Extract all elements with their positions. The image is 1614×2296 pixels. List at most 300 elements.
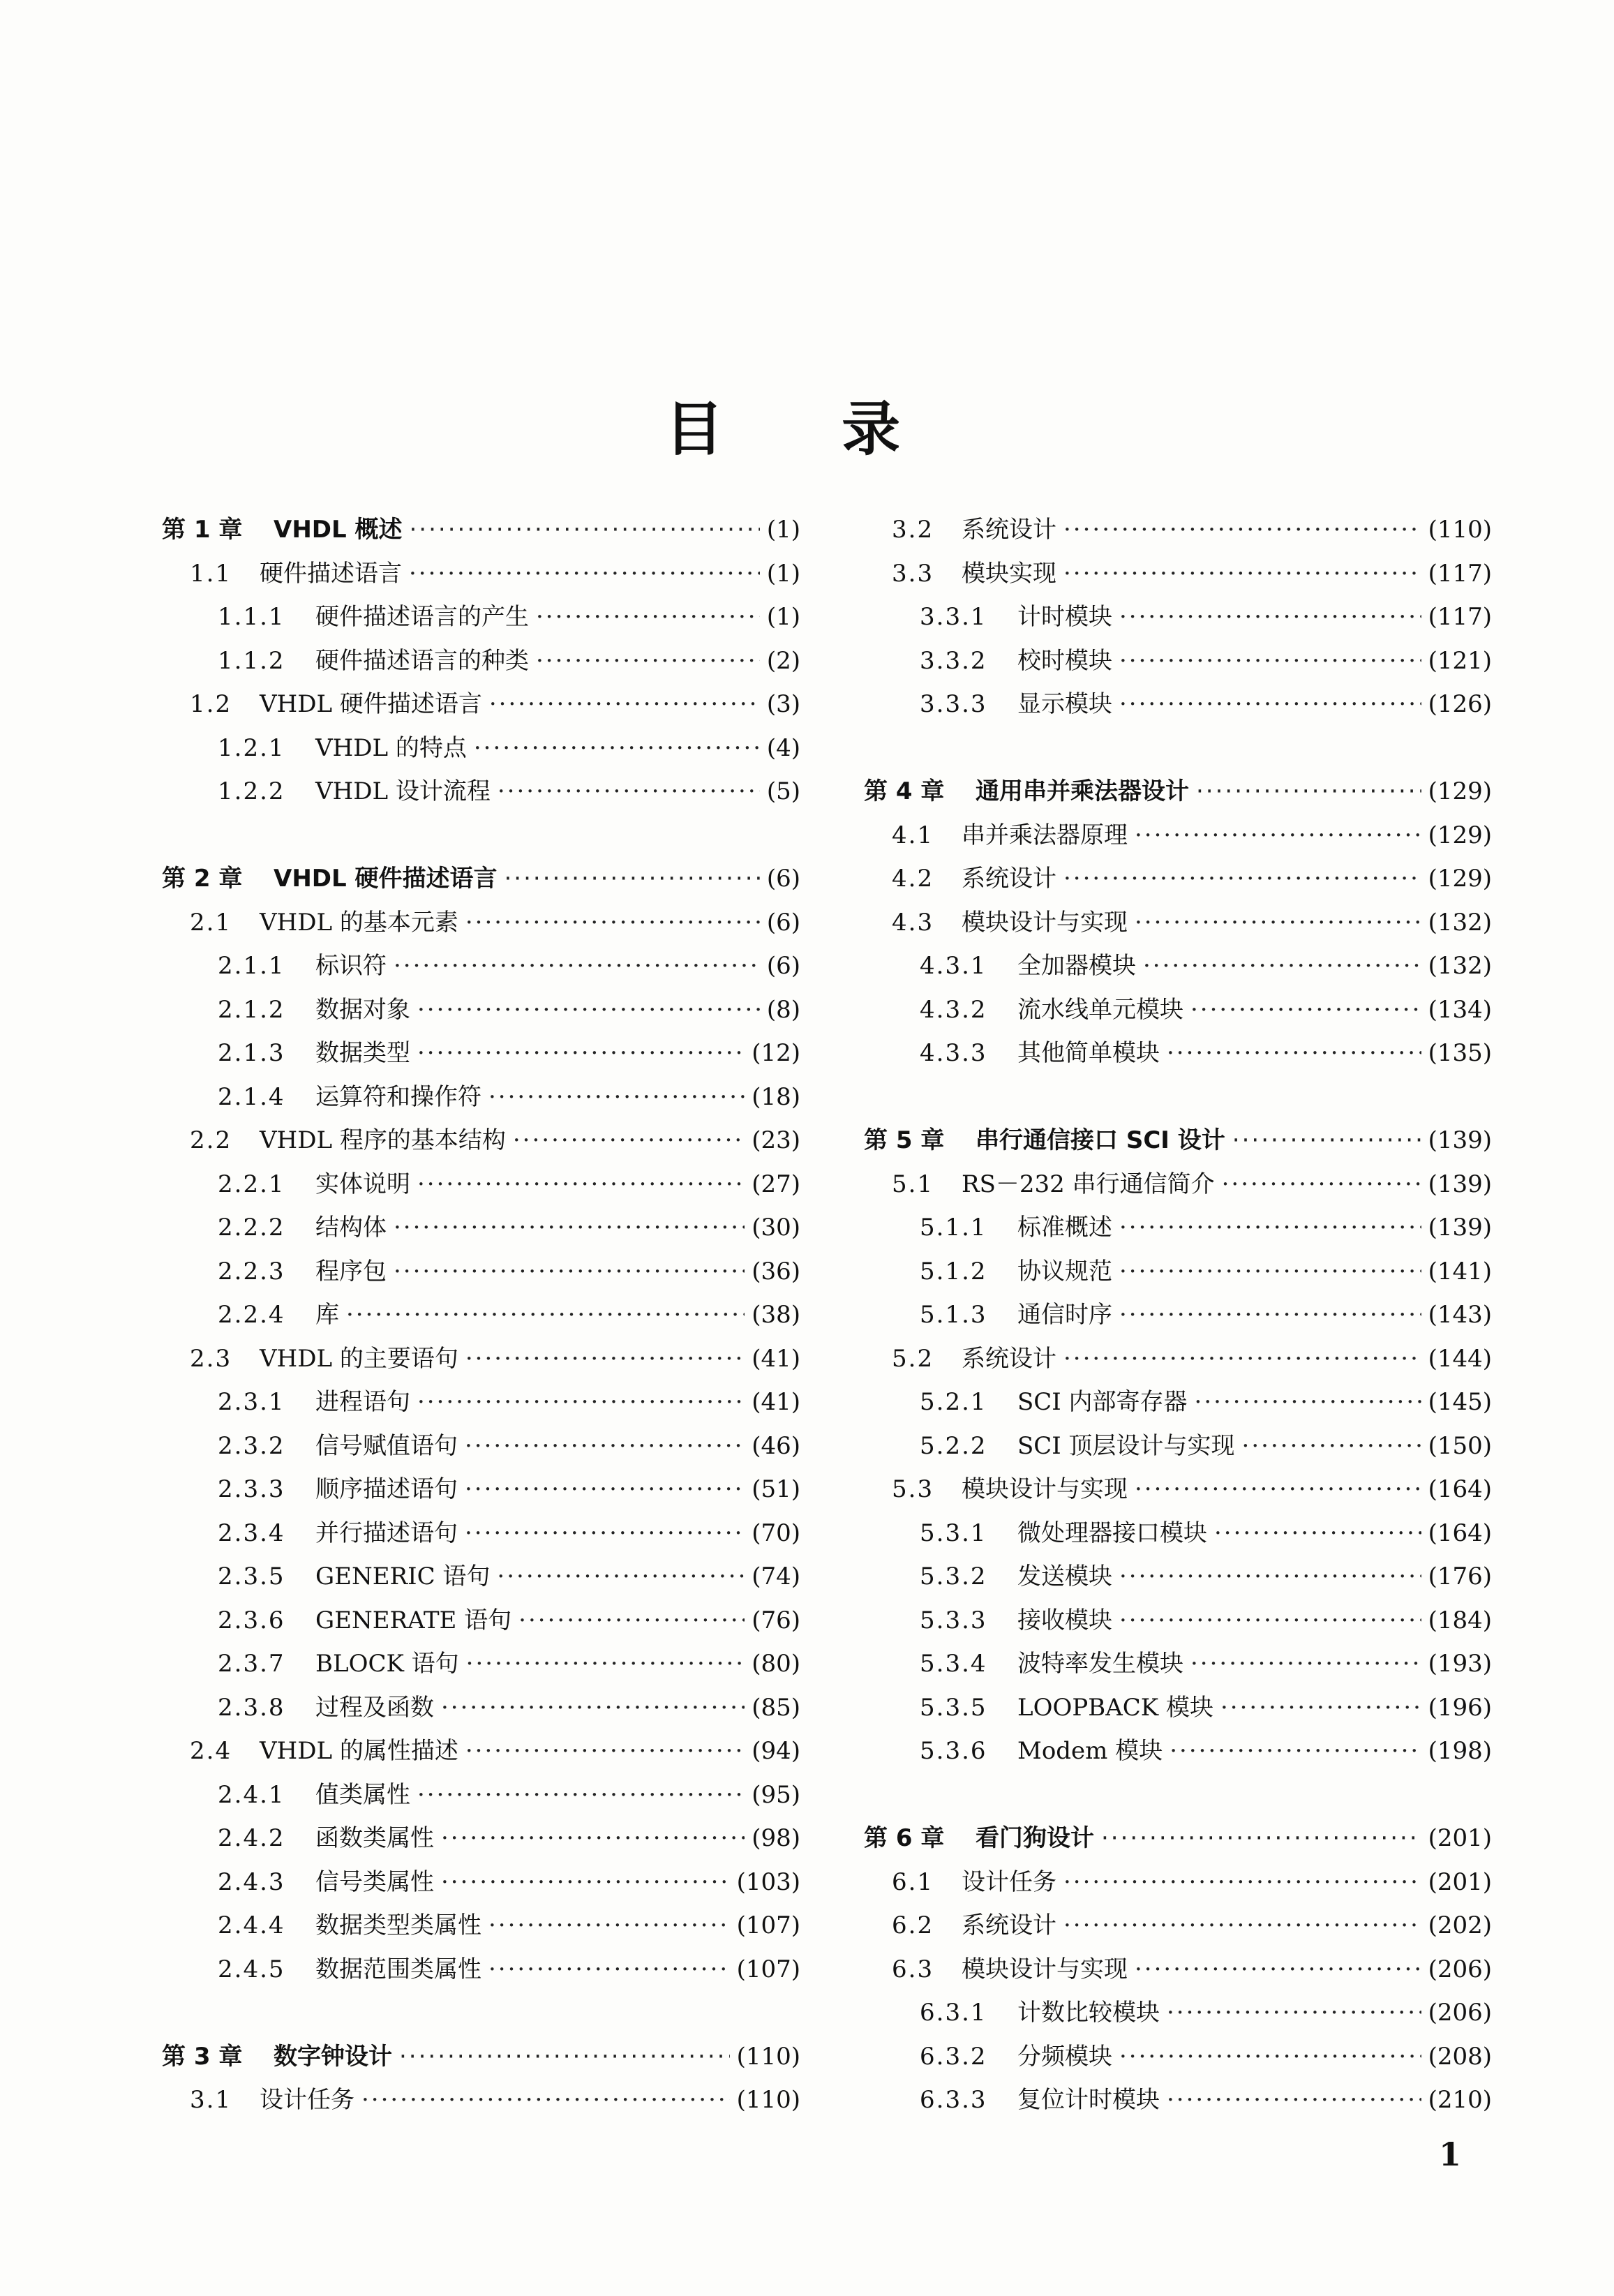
toc-entry-page: (5) [766, 777, 800, 805]
toc-entry-page: (8) [766, 995, 800, 1024]
toc-entry-title: VHDL 概述 [274, 516, 403, 544]
dot-leader [417, 1380, 745, 1424]
toc-chapter-entry [162, 508, 800, 552]
toc-entry-page: (139) [1428, 1214, 1492, 1242]
dot-leader [1170, 1729, 1421, 1773]
dot-leader [1119, 683, 1421, 726]
toc-entry-number: 6.3.2 [920, 2042, 987, 2071]
toc-entry [162, 1075, 800, 1119]
toc-entry-number: 3.1 [190, 2086, 232, 2114]
toc-entry-title: 系统设计 [962, 865, 1056, 893]
toc-entry [162, 552, 800, 596]
toc-entry-number: 2.3 [190, 1344, 232, 1373]
toc-entry-number: 5.2.1 [920, 1388, 987, 1416]
toc-entry [162, 1512, 800, 1556]
toc-entry-title: 硬件描述语言 [260, 559, 402, 588]
toc-entry-title: GENERATE 语句 [315, 1606, 512, 1634]
dot-leader [488, 1904, 730, 1948]
dot-leader [417, 1031, 745, 1075]
dot-leader [1119, 2035, 1421, 2079]
toc-entry-title: SCI 顶层设计与实现 [1017, 1431, 1235, 1460]
toc-entry [864, 1861, 1492, 1904]
toc-entry-number: 5.3.6 [920, 1737, 987, 1765]
toc-entry-page: (94) [752, 1737, 800, 1765]
toc-entry-title: 接收模块 [1017, 1606, 1112, 1634]
toc-entry-page: (164) [1428, 1475, 1492, 1503]
toc-entry [864, 1337, 1492, 1381]
toc-entry-page: (6) [766, 952, 800, 980]
toc-entry-title: 系统设计 [962, 1344, 1056, 1373]
toc-entry [864, 2035, 1492, 2079]
toc-entry-title: VHDL 的特点 [315, 733, 467, 762]
toc-entry-number: 5.2 [892, 1344, 934, 1373]
dot-leader [1063, 1861, 1421, 1904]
toc-entry-title: 库 [315, 1301, 339, 1329]
toc-entry-title: 计时模块 [1017, 603, 1112, 631]
toc-entry-title: 显示模块 [1017, 690, 1112, 718]
toc-entry [162, 2078, 800, 2122]
toc-entry-number: 5.1 [892, 1170, 934, 1198]
toc-entry-title: 函数类属性 [315, 1824, 434, 1852]
toc-entry-number: 4.1 [892, 821, 934, 849]
toc-entry [162, 988, 800, 1032]
toc-entry-number: 2.3.1 [218, 1388, 285, 1416]
dot-leader [505, 857, 760, 901]
toc-entry-number: 5.3.2 [920, 1563, 987, 1590]
toc-entry-title: 通信时序 [1017, 1301, 1112, 1329]
dot-leader [488, 1075, 745, 1119]
toc-entry-title: 模块设计与实现 [962, 908, 1128, 937]
dot-leader [1222, 1163, 1421, 1207]
toc-entry-page: (141) [1428, 1257, 1492, 1285]
toc-entry-title: BLOCK 语句 [315, 1650, 459, 1678]
toc-entry-number: 1.2.2 [218, 777, 285, 805]
toc-entry [162, 1817, 800, 1861]
dot-leader [1119, 595, 1421, 639]
toc-entry [864, 639, 1492, 683]
toc-entry-number: 2.3.6 [218, 1606, 285, 1634]
toc-entry-page: (12) [752, 1039, 800, 1067]
toc-entry-number: 5.1.3 [920, 1301, 987, 1329]
toc-entry-number: 2.2.4 [218, 1301, 285, 1329]
toc-entry [864, 988, 1492, 1032]
toc-entry-page: (193) [1428, 1650, 1492, 1678]
dot-leader [399, 2035, 730, 2079]
toc-entry-number: 第 1 章 [162, 516, 243, 544]
toc-entry-page: (144) [1428, 1344, 1492, 1373]
toc-entry-title: 实体说明 [315, 1170, 410, 1198]
toc-entry-number: 3.3 [892, 559, 934, 588]
dot-leader [489, 683, 760, 726]
dot-leader [1214, 1512, 1421, 1556]
toc-entry-number: 1.1.2 [218, 646, 285, 675]
toc-entry-page: (95) [752, 1780, 800, 1809]
toc-entry-number: 2.1.2 [218, 995, 285, 1024]
toc-entry-page: (129) [1428, 865, 1492, 893]
toc-entry-title: 其他简单模块 [1017, 1039, 1160, 1067]
toc-entry-title: 值类属性 [315, 1780, 410, 1809]
dot-leader [1167, 2078, 1421, 2122]
toc-entry-title: VHDL 设计流程 [315, 777, 491, 805]
toc-entry-page: (107) [736, 1911, 800, 1939]
toc-entry-title: 模块实现 [962, 559, 1056, 588]
toc-entry-page: (80) [752, 1650, 800, 1678]
dot-leader [1190, 988, 1421, 1032]
toc-entry-page: (27) [752, 1170, 800, 1198]
dot-leader [465, 1424, 745, 1468]
toc-right-column [864, 508, 1492, 2122]
dot-leader [474, 726, 760, 770]
toc-entry-title: 系统设计 [962, 516, 1056, 544]
toc-entry [864, 1206, 1492, 1250]
toc-entry [162, 1904, 800, 1948]
toc-entry [162, 1599, 800, 1643]
toc-entry-number: 1.2 [190, 690, 232, 718]
toc-entry-title: 模块设计与实现 [962, 1475, 1128, 1503]
dot-leader [497, 1555, 745, 1599]
toc-entry-title: 协议规范 [1017, 1257, 1112, 1285]
toc-entry-title: RS－232 串行通信简介 [962, 1170, 1215, 1198]
toc-entry-page: (196) [1428, 1693, 1492, 1722]
toc-entry-title: 复位计时模块 [1017, 2086, 1160, 2114]
toc-entry-title: VHDL 硬件描述语言 [260, 690, 482, 718]
toc-entry-page: (110) [736, 2086, 800, 2114]
toc-entry-title: 模块设计与实现 [962, 1955, 1128, 1983]
dot-leader [1135, 901, 1421, 945]
toc-entry-number: 2.1.1 [218, 952, 285, 980]
toc-entry [162, 1031, 800, 1075]
dot-leader [1119, 1250, 1421, 1294]
toc-entry-number: 5.3.3 [920, 1606, 987, 1634]
toc-entry-page: (107) [736, 1955, 800, 1983]
toc-entry [162, 1337, 800, 1381]
toc-entry [162, 1293, 800, 1337]
toc-entry-page: (74) [752, 1563, 800, 1590]
toc-entry-title: 系统设计 [962, 1911, 1056, 1939]
toc-entry-number: 2.4.2 [218, 1824, 285, 1852]
toc-entry [864, 1904, 1492, 1948]
toc-entry-title: GENERIC 语句 [315, 1563, 491, 1590]
toc-entry-title: 发送模块 [1017, 1563, 1112, 1590]
toc-entry [864, 857, 1492, 901]
dot-leader [1135, 1948, 1421, 1992]
toc-entry-title: 标准概述 [1017, 1214, 1112, 1242]
toc-entry-number: 4.2 [892, 865, 934, 893]
toc-entry [864, 1729, 1492, 1773]
toc-entry-page: (1) [766, 559, 800, 588]
toc-entry-number: 3.2 [892, 516, 934, 544]
toc-entry-page: (76) [752, 1606, 800, 1634]
toc-entry [162, 726, 800, 770]
toc-entry-number: 2.3.7 [218, 1650, 285, 1678]
toc-entry-title: 数字钟设计 [274, 2042, 392, 2071]
toc-entry-page: (184) [1428, 1606, 1492, 1634]
toc-entry-page: (98) [752, 1824, 800, 1852]
toc-entry-number: 5.2.2 [920, 1431, 987, 1460]
toc-entry-page: (117) [1428, 559, 1492, 588]
toc-left-column [162, 508, 800, 2122]
toc-entry-number: 2.4.1 [218, 1780, 285, 1809]
dot-leader [394, 1250, 745, 1294]
toc-entry-number: 第 2 章 [162, 865, 243, 893]
toc-entry-title: 流水线单元模块 [1017, 995, 1183, 1024]
toc-entry [162, 1424, 800, 1468]
toc-entry-page: (206) [1428, 1955, 1492, 1983]
toc-entry-page: (134) [1428, 995, 1492, 1024]
toc-entry-page: (176) [1428, 1563, 1492, 1590]
dot-leader [1063, 1904, 1421, 1948]
toc-entry-number: 1.1.1 [218, 603, 285, 631]
toc-entry-title: 过程及函数 [315, 1693, 434, 1722]
dot-leader [1242, 1424, 1421, 1468]
toc-entry-number: 2.4 [190, 1737, 232, 1765]
dot-leader [417, 1163, 745, 1207]
toc-entry-number: 2.3.8 [218, 1693, 285, 1722]
toc-entry-title: 并行描述语句 [315, 1519, 458, 1547]
toc-entry-title: 全加器模块 [1017, 952, 1136, 980]
toc-entry-page: (1) [766, 603, 800, 631]
toc-entry-page: (36) [752, 1257, 800, 1285]
dot-leader [1190, 1642, 1421, 1686]
dot-leader [513, 1119, 745, 1163]
toc-entry-title: 结构体 [315, 1214, 387, 1242]
toc-entry-page: (132) [1428, 952, 1492, 980]
toc-entry-page: (143) [1428, 1301, 1492, 1329]
toc-entry [864, 1424, 1492, 1468]
toc-entry [864, 1599, 1492, 1643]
dot-leader [417, 988, 760, 1032]
toc-entry-title: 计数比较模块 [1017, 1999, 1160, 2027]
dot-leader [394, 1206, 745, 1250]
toc-entry [864, 1468, 1492, 1512]
toc-entry [864, 1948, 1492, 1992]
dot-leader [518, 1599, 745, 1643]
toc-entry-number: 5.3.1 [920, 1519, 987, 1547]
toc-entry [162, 1948, 800, 1992]
dot-leader [1135, 1468, 1421, 1512]
toc-entry [162, 1686, 800, 1730]
toc-entry-number: 第 3 章 [162, 2042, 243, 2071]
dot-leader [1063, 857, 1421, 901]
toc-entry-title: 顺序描述语句 [315, 1475, 458, 1503]
toc-entry [864, 1250, 1492, 1294]
toc-entry-number: 4.3 [892, 908, 934, 937]
toc-entry-number: 第 5 章 [864, 1126, 945, 1154]
toc-entry-page: (110) [1428, 516, 1492, 544]
toc-entry-page: (23) [752, 1126, 800, 1154]
toc-entry-title: VHDL 硬件描述语言 [274, 865, 498, 893]
toc-entry [162, 1163, 800, 1207]
dot-leader [1063, 552, 1421, 596]
toc-entry-page: (198) [1428, 1737, 1492, 1765]
toc-entry-number: 3.3.3 [920, 690, 987, 718]
toc-entry-title: Modem 模块 [1017, 1737, 1163, 1765]
toc-entry-number: 6.2 [892, 1911, 934, 1939]
toc-entry-page: (208) [1428, 2042, 1492, 2071]
toc-entry-page: (202) [1428, 1911, 1492, 1939]
toc-entry-page: (117) [1428, 603, 1492, 631]
dot-leader [1063, 508, 1421, 552]
toc-chapter-entry [162, 857, 800, 901]
toc-entry-number: 6.3.3 [920, 2086, 987, 2114]
toc-entry-title: 通用串并乘法器设计 [976, 777, 1189, 805]
toc-entry-title: 数据类型 [315, 1039, 410, 1067]
toc-entry-number: 2.4.4 [218, 1911, 285, 1939]
toc-entry-page: (126) [1428, 690, 1492, 718]
toc-entry [162, 1119, 800, 1163]
toc-entry-title: 运算符和操作符 [315, 1082, 481, 1111]
toc-entry-page: (201) [1428, 1824, 1492, 1852]
toc-entry [864, 1293, 1492, 1337]
toc-entry-number: 2.1.4 [218, 1082, 285, 1111]
toc-entry-title: SCI 内部寄存器 [1017, 1388, 1188, 1416]
toc-entry [162, 1729, 800, 1773]
toc-entry-page: (41) [752, 1344, 800, 1373]
toc-entry-title: VHDL 程序的基本结构 [260, 1126, 506, 1154]
toc-entry-page: (51) [752, 1475, 800, 1503]
toc-entry-page: (164) [1428, 1519, 1492, 1547]
toc-entry-title: 设计任务 [260, 2086, 354, 2114]
toc-chapter-entry [864, 1817, 1492, 1861]
dot-leader [410, 508, 760, 552]
toc-entry-number: 2.2.2 [218, 1214, 285, 1242]
toc-entry-number: 6.3 [892, 1955, 934, 1983]
dot-leader [1232, 1119, 1421, 1163]
toc-entry-number: 5.3.4 [920, 1650, 987, 1678]
dot-leader [1196, 770, 1421, 814]
toc-entry [864, 1991, 1492, 2035]
toc-entry-title: 标识符 [315, 952, 387, 980]
toc-entry-title: 串行通信接口 SCI 设计 [976, 1126, 1225, 1154]
toc-entry-page: (18) [752, 1082, 800, 1111]
toc-entry-number: 6.1 [892, 1868, 934, 1896]
toc-entry-page: (210) [1428, 2086, 1492, 2114]
dot-leader [409, 552, 760, 596]
dot-leader [1119, 1206, 1421, 1250]
toc-entry-title: VHDL 的基本元素 [260, 908, 458, 937]
dot-leader [1135, 814, 1421, 858]
dot-leader [1195, 1380, 1421, 1424]
toc-entry-number: 5.3.5 [920, 1693, 987, 1722]
toc-entry-number: 2.3.3 [218, 1475, 285, 1503]
toc-entry-page: (201) [1428, 1868, 1492, 1896]
toc-entry-number: 2.2.1 [218, 1170, 285, 1198]
toc-entry-page: (70) [752, 1519, 800, 1547]
dot-leader [1063, 1337, 1421, 1381]
toc-entry [864, 1380, 1492, 1424]
toc-entry [864, 1642, 1492, 1686]
dot-leader [1101, 1817, 1421, 1861]
toc-entry-title: 设计任务 [962, 1868, 1056, 1896]
toc-entry-page: (139) [1428, 1170, 1492, 1198]
dot-leader [1119, 1293, 1421, 1337]
toc-chapter-entry [162, 2035, 800, 2079]
toc-entry [864, 2078, 1492, 2122]
dot-leader [466, 1642, 745, 1686]
toc-entry-number: 5.1.2 [920, 1257, 987, 1285]
dot-leader [1220, 1686, 1421, 1730]
dot-leader [1119, 1599, 1421, 1643]
dot-leader [441, 1817, 745, 1861]
toc-entry-title: 分频模块 [1017, 2042, 1112, 2071]
toc-entry-number: 第 4 章 [864, 777, 945, 805]
toc-entry-page: (41) [752, 1388, 800, 1416]
toc-entry-page: (145) [1428, 1388, 1492, 1416]
dot-leader [1119, 639, 1421, 683]
toc-entry-title: 数据对象 [315, 995, 410, 1024]
toc-entry [162, 944, 800, 988]
toc-entry-number: 2.3.2 [218, 1431, 285, 1460]
dot-leader [465, 1729, 745, 1773]
toc-entry-number: 第 6 章 [864, 1824, 945, 1852]
toc-entry-page: (1) [766, 516, 800, 544]
toc-entry-page: (4) [766, 733, 800, 762]
toc-entry-page: (129) [1428, 777, 1492, 805]
toc-entry-page: (129) [1428, 821, 1492, 849]
dot-leader [1119, 1555, 1421, 1599]
toc-entry-number: 2.1 [190, 908, 232, 937]
toc-entry [162, 1468, 800, 1512]
toc-entry-page: (6) [766, 865, 800, 893]
toc-entry [864, 901, 1492, 945]
toc-entry [864, 1686, 1492, 1730]
toc-entry-title: 看门狗设计 [976, 1824, 1094, 1852]
dot-leader [417, 1773, 745, 1817]
toc-entry-page: (150) [1428, 1431, 1492, 1460]
toc-entry-number: 4.3.1 [920, 952, 987, 980]
toc-entry-number: 4.3.2 [920, 995, 987, 1024]
dot-leader [465, 1468, 745, 1512]
dot-leader [441, 1861, 730, 1904]
toc-entry-number: 1.1 [190, 559, 232, 588]
dot-leader [465, 1512, 745, 1556]
toc-entry-number: 2.1.3 [218, 1039, 285, 1067]
toc-entry-number: 2.4.5 [218, 1955, 285, 1983]
toc-entry [162, 639, 800, 683]
toc-entry [162, 1642, 800, 1686]
toc-entry [162, 1555, 800, 1599]
toc-entry-title: 串并乘法器原理 [962, 821, 1128, 849]
page-number: 1 [1439, 2135, 1462, 2173]
toc-entry-number: 6.3.1 [920, 1999, 987, 2027]
toc-entry-page: (85) [752, 1693, 800, 1722]
toc-entry [864, 552, 1492, 596]
toc-entry-title: 硬件描述语言的产生 [315, 603, 529, 631]
toc-entry-title: VHDL 的属性描述 [260, 1737, 458, 1765]
toc-entry [864, 683, 1492, 726]
toc-entry [162, 1250, 800, 1294]
toc-entry [162, 1861, 800, 1904]
toc-entry-title: 数据类型类属性 [315, 1911, 481, 1939]
toc-entry-number: 2.3.4 [218, 1519, 285, 1547]
dot-leader [465, 901, 760, 945]
toc-entry [864, 944, 1492, 988]
toc-entry-number: 5.3 [892, 1475, 934, 1503]
dot-leader [1167, 1991, 1421, 2035]
toc-entry [162, 1206, 800, 1250]
toc-entry-title: 进程语句 [315, 1388, 410, 1416]
toc-entry-number: 3.3.1 [920, 603, 987, 631]
dot-leader [441, 1686, 745, 1730]
toc-entry-title: 信号类属性 [315, 1868, 434, 1896]
toc-entry-number: 2.2 [190, 1126, 232, 1154]
toc-entry-number: 4.3.3 [920, 1039, 987, 1067]
dot-leader [536, 595, 760, 639]
toc-entry [162, 901, 800, 945]
toc-entry-number: 2.3.5 [218, 1563, 285, 1590]
dot-leader [346, 1293, 745, 1337]
toc-entry-page: (135) [1428, 1039, 1492, 1067]
